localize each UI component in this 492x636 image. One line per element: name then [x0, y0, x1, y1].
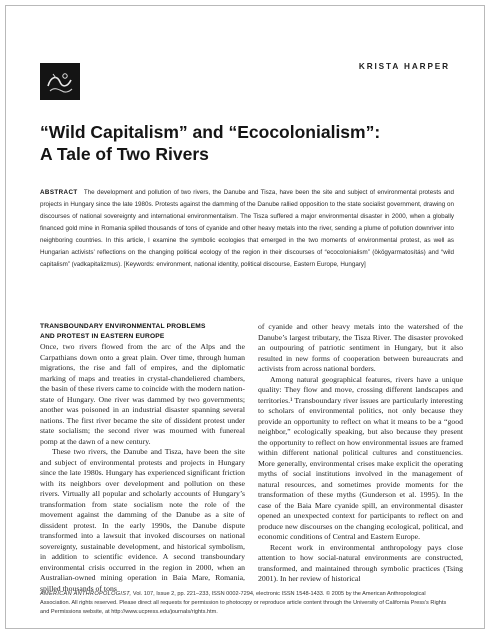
body-paragraph: These two rivers, the Danube and Tisza, have been the site and subject of environmental protests and projects in Hungary since the late 1980s. Hungary has experienced significant friction with its neighbors over development and pollution on these rivers. Virtually all popular and scholarly accounts of Hungary’s transformation from state socialism note the role of the movement against the damming of the Danube as a site of dissident protest. In the early 1990s, the Danube dispute transformed into a lawsuit that invoked discourses on national sovereignty, sustainable development, and historical symbolism, in addition to scientific evidence. A second transboundary environmental crisis occurred in the region in 2000, when an Australian-owned mining operation in Baia Mare, Romania, spilled thousands of tons — [40, 447, 245, 593]
article-title-line-1: “Wild Capitalism” and “Ecocolonialism”: — [40, 122, 381, 142]
journal-name: AMERICAN ANTHROPOLOGIST, — [40, 591, 132, 597]
journal-logo — [40, 63, 80, 100]
section-heading-line-1: TRANSBOUNDARY ENVIRONMENTAL PROBLEMS — [40, 323, 206, 330]
abstract-text: The development and pollution of two rivers, the Danube and Tisza, have been the site and subject of environmental protests and projects in Hungary since the late 1980s. Protests against the damming of the Danube rallied opposition to the state socialist government, drawing on discourses of national sovereignty and international environmentalism. The Tisza suffered a major environmental disaster in 2000, when a globally financed gold mine in Romania spilled thousands of tons of cyanide and other heavy metals into the river, sending a plume of pollution downriver into neighboring countries. In this article, I examine the symbolic ecologies that emerged in the two moments of environmental protest, as well as Hungarian activists’ reflections on the changing political ecology of the region in their discourses of “ecocolonialism” (ökögyarmatosítás) and “wild capitalism” (vadkapitalizmus). — [40, 189, 455, 268]
abstract — [40, 187, 454, 271]
keywords-label: [Keywords: — [123, 261, 155, 268]
body-paragraph: of cyanide and other heavy metals into the watershed of the Danube’s largest tributary, the Tisza River. The disaster provoked an outpouring of patriotic sentiment in Hungary, but it also resulted in new forms of cooperation between bureaucrats and activists from across national borders. — [258, 322, 463, 373]
journal-emblem-icon — [40, 63, 80, 100]
body-paragraph: Among natural geographical features, rivers have a unique quality: They flow and move, crossing different landscapes and territories.¹ Transboundary river issues are particularly interesting to scholars of environmental politics, not only because they provide an opportunity to reflect on what it means to be a “good neighbor,” ecologically speaking, but also because they present the opportunity to reflect on how environmental issues are framed within different national political cultures and constituencies. More generally, environmental crises make explicit the operating myths of social institutions involved in the management of natural resources, and sometimes provide moments for the transformation of these myths (Gunderson et al. 1995). In the case of the Baia Mare cyanide spill, an environmental disaster opened an unexpected context for participants to reflect on and produce new discourses on the changing ecological, political, and economic conditions of Central and Eastern Europe. — [258, 374, 463, 541]
body-paragraph: Once, two rivers flowed from the arc of the Alps and the Carpathians down onto a great plain. Over time, through human migrations, the rise and fall of empires, and the diplomatic marking of maps and treaties in crystal-chandeliered chambers, the basin of these rivers came to coincide with the modern nation-state of Hungary. One river was dammed by two governments; another was poisoned in an industrial disaster spanning several nations. The first river became the site of dissident protest under state socialism; the second river was mourned with funereal pomp at the dawn of a new century. — [40, 342, 245, 446]
section-heading — [40, 322, 245, 341]
article-title — [40, 121, 460, 165]
body-column-left — [40, 322, 245, 594]
citation-footer — [40, 590, 454, 617]
citation-text: Vol. 107, Issue 2, pp. 221–233, ISSN 0002-7294, electronic ISSN 1548-1433. © 2005 by the American Anthropological Association. All rights reserved. Please direct all requests for permission to photocopy or reproduce article content through the University of California Press’s Rights and Permissions website, at http://www.ucpress.edu/journals/rights.htm. — [40, 591, 447, 615]
body-column-right — [258, 322, 463, 585]
body-paragraph: Recent work in environmental anthropology pays close attention to how social-natural environments are constructed, transformed, and maintained through symbolic practices (Tsing 2001). In her review of historical — [258, 542, 463, 583]
section-heading-line-2: AND PROTEST IN EASTERN EUROPE — [40, 332, 165, 340]
keywords-text: environment, national identity, political discourse, Eastern Europe, Hungary] — [156, 261, 366, 268]
abstract-label: ABSTRACT — [40, 189, 78, 196]
author-name: KRISTA HARPER — [358, 62, 450, 71]
article-title-line-2: A Tale of Two Rivers — [40, 144, 209, 164]
